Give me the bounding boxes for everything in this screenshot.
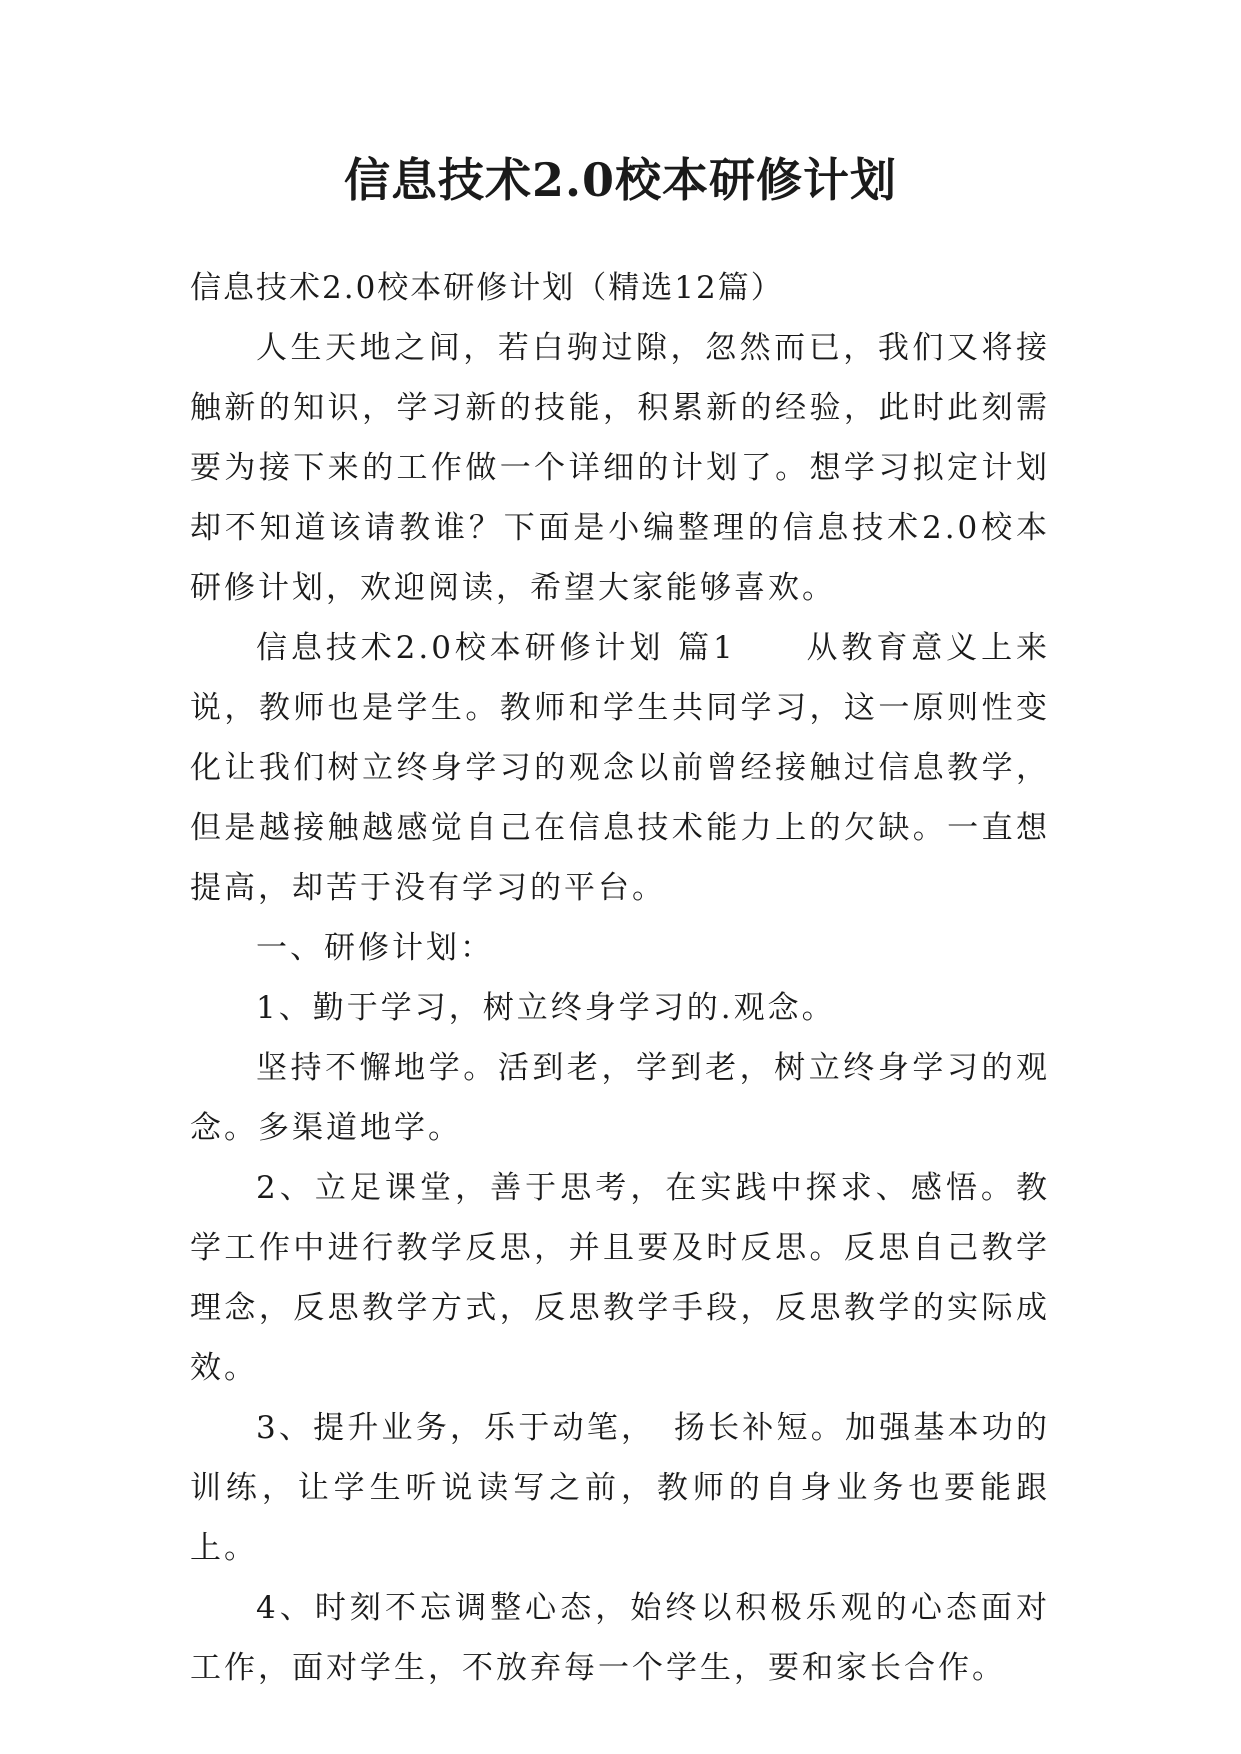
paragraph-heading-plan: 一、研修计划：: [256, 930, 494, 966]
document-body: [190, 258, 1050, 1698]
paragraph-chapter-1: 信息技术2.0校本研修计划 篇1 从教育意义上来说，教师也是学生。教师和学生共同学习，这一原则性变化让我们树立终身学习的观念以前曾经接触过信息教学，但是越接触越感觉自己在信息技术能力上的欠缺。一直想提高，却苦于没有学习的平台。: [190, 630, 1050, 906]
paragraph-item-1: 1、勤于学习，树立终身学习的.观念。: [256, 990, 836, 1026]
paragraph-item-3: 3、提升业务，乐于动笔， 扬长补短。加强基本功的训练，让学生听说读写之前，教师的自身业务也要能跟上。: [190, 1410, 1050, 1566]
document-subtitle: 信息技术2.0校本研修计划（精选12篇）: [190, 270, 784, 306]
paragraph-item-4: 4、时刻不忘调整心态，始终以积极乐观的心态面对工作，面对学生，不放弃每一个学生，要和家长合作。: [190, 1590, 1050, 1686]
document-title: 信息技术2.0校本研修计划: [343, 153, 898, 207]
paragraph-item-1-detail: 坚持不懈地学。活到老，学到老，树立终身学习的观念。多渠道地学。: [190, 1050, 1050, 1146]
paragraph-item-2: 2、立足课堂，善于思考，在实践中探求、感悟。教学工作中进行教学反思，并且要及时反思。反思自己教学理念，反思教学方式，反思教学手段，反思教学的实际成效。: [190, 1170, 1050, 1386]
paragraph-intro: 人生天地之间，若白驹过隙，忽然而已，我们又将接触新的知识，学习新的技能，积累新的经验，此时此刻需要为接下来的工作做一个详细的计划了。想学习拟定计划却不知道该请教谁？下面是小编整理的信息技术2.0校本研修计划，欢迎阅读，希望大家能够喜欢。: [190, 330, 1050, 606]
